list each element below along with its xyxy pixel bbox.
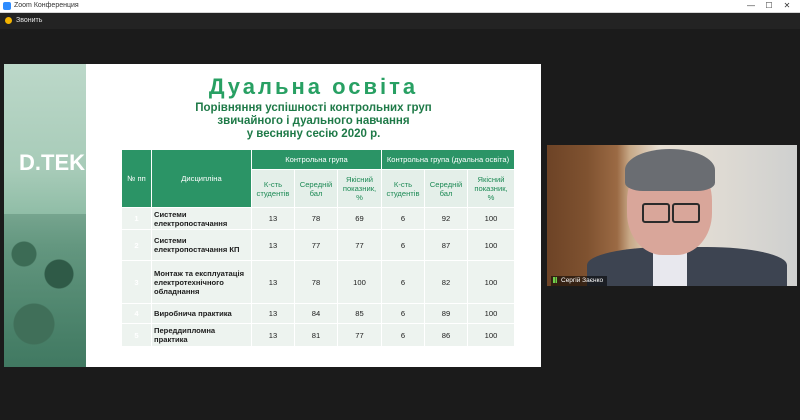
cell: 100	[468, 304, 515, 324]
subtitle-line: у весняну сесію 2020 р.	[246, 128, 381, 140]
header-control-group: Контрольна група	[252, 150, 382, 170]
cell: 77	[338, 230, 382, 261]
subheader: Середній бал	[295, 170, 338, 208]
share-indicator-icon[interactable]	[5, 17, 12, 24]
minimize-button[interactable]: —	[747, 1, 755, 10]
row-num: 5	[122, 324, 152, 347]
cell: 84	[295, 304, 338, 324]
cell: 13	[252, 304, 295, 324]
slide-title: Дуальна освіта	[208, 74, 419, 99]
slide-side-photo	[4, 64, 86, 367]
people-photo	[4, 214, 86, 367]
share-bar-label[interactable]: Звонить	[16, 17, 43, 24]
cell: 100	[468, 208, 515, 230]
subtitle-line: звичайного і дуального навчання	[217, 115, 410, 127]
table-row	[122, 261, 515, 304]
close-button[interactable]: ✕	[783, 1, 791, 10]
cell: 69	[338, 208, 382, 230]
subheader: Якісний показник, %	[468, 170, 515, 208]
cell: 85	[338, 304, 382, 324]
glasses-icon	[642, 203, 670, 223]
subheader: К-сть студентів	[382, 170, 425, 208]
cell: 6	[382, 208, 425, 230]
results-table	[121, 149, 515, 347]
cell: 13	[252, 261, 295, 304]
cell: 78	[295, 261, 338, 304]
header-dual-group: Контрольна група (дуальна освіта)	[382, 150, 515, 170]
shared-slide	[4, 64, 541, 367]
cell: 81	[295, 324, 338, 347]
table-row	[122, 230, 515, 261]
cell: 100	[468, 230, 515, 261]
row-discipline: Виробнича практика	[152, 304, 252, 324]
cell: 6	[382, 230, 425, 261]
row-discipline: Переддипломна практика	[152, 324, 252, 347]
cell: 6	[382, 324, 425, 347]
cell: 100	[468, 261, 515, 304]
row-discipline: Системи електропостачання	[152, 208, 252, 230]
cell: 92	[425, 208, 468, 230]
cell: 86	[425, 324, 468, 347]
subheader: К-сть студентів	[252, 170, 295, 208]
slide-subtitle	[86, 102, 541, 141]
row-num: 2	[122, 230, 152, 261]
table-row	[122, 208, 515, 230]
table-row	[122, 304, 515, 324]
cell: 78	[295, 208, 338, 230]
row-num: 4	[122, 304, 152, 324]
cell: 6	[382, 261, 425, 304]
table-row	[122, 324, 515, 347]
row-discipline: Монтаж та експлуатація електротехнічного обладнання	[152, 261, 252, 304]
screen-share-bar	[0, 13, 800, 29]
maximize-button[interactable]: ☐	[765, 1, 773, 10]
audio-level-icon	[553, 277, 559, 283]
header-discipline: Дисципліна	[152, 150, 252, 208]
participant-video[interactable]	[547, 145, 797, 286]
subtitle-line: Порівняння успішності контрольних груп	[195, 102, 432, 114]
participant-name-tag	[551, 276, 607, 286]
cell: 13	[252, 230, 295, 261]
row-discipline: Системи електропостачання КП	[152, 230, 252, 261]
row-num: 3	[122, 261, 152, 304]
cell: 77	[338, 324, 382, 347]
zoom-app-icon	[3, 2, 11, 10]
row-num: 1	[122, 208, 152, 230]
cell: 89	[425, 304, 468, 324]
subheader: Середній бал	[425, 170, 468, 208]
cell: 13	[252, 208, 295, 230]
participant-name: Сергій Заєнко	[561, 277, 604, 284]
cell: 82	[425, 261, 468, 304]
cell: 13	[252, 324, 295, 347]
cell: 6	[382, 304, 425, 324]
cell: 87	[425, 230, 468, 261]
glasses-icon	[672, 203, 700, 223]
cell: 77	[295, 230, 338, 261]
subheader: Якісний показник, %	[338, 170, 382, 208]
dtek-logo: D.TEK	[19, 150, 85, 175]
window-title: Zoom Конференция	[14, 2, 79, 9]
participant-hair	[625, 149, 715, 191]
header-num: № пп	[122, 150, 152, 208]
window-titlebar	[0, 0, 800, 13]
cell: 100	[338, 261, 382, 304]
cell: 100	[468, 324, 515, 347]
